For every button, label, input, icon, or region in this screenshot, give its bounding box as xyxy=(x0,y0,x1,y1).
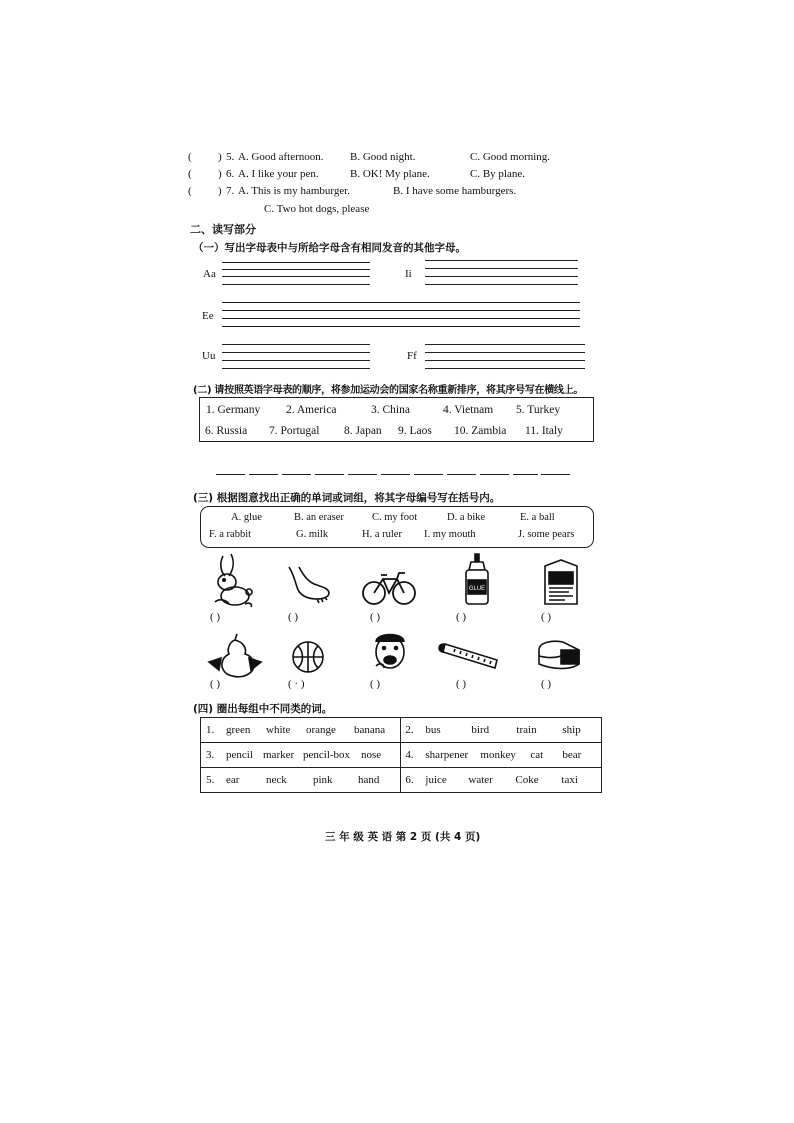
answer-blank[interactable] xyxy=(348,474,377,475)
picture-answer-paren[interactable]: ( ) xyxy=(541,678,552,690)
group-word[interactable]: pencil xyxy=(226,749,253,761)
word-option: G. milk xyxy=(296,529,329,540)
rabbit-icon xyxy=(205,552,257,608)
group-word[interactable]: ear xyxy=(226,774,240,786)
answer-blank[interactable] xyxy=(381,474,410,475)
milk-carton-icon xyxy=(541,556,581,608)
option-a: A. I like your pen. xyxy=(238,168,319,180)
word-option: F. a rabbit xyxy=(209,529,252,540)
glue-bottle-icon xyxy=(459,552,495,608)
section-title: 二、读写部分 xyxy=(190,223,256,236)
option-b: B. I have some hamburgers. xyxy=(393,185,517,197)
group-word[interactable]: Coke xyxy=(515,774,539,786)
option-a: A. This is my hamburger. xyxy=(238,185,351,197)
odd-one-out-table xyxy=(200,717,602,793)
question-number: 5. xyxy=(226,151,235,163)
answer-blank[interactable] xyxy=(315,474,344,475)
answer-blank[interactable] xyxy=(249,474,278,475)
question-number: 7. xyxy=(226,185,235,197)
foot-icon xyxy=(283,563,335,607)
group-word[interactable]: green xyxy=(226,724,251,736)
group-number: 3. xyxy=(206,749,215,761)
group-number: 1. xyxy=(206,724,215,736)
pears-icon xyxy=(205,632,265,678)
writing-lines-ii[interactable] xyxy=(425,260,578,290)
answer-paren-open[interactable]: ( xyxy=(188,185,192,197)
part3-title: (三) 根据图意找出正确的单词或词组，将其字母编号写在括号内。 xyxy=(193,492,501,504)
word-option: A. glue xyxy=(231,512,262,523)
word-group xyxy=(401,743,602,768)
ball-icon xyxy=(291,640,325,674)
picture-answer-paren[interactable]: ( ) xyxy=(210,611,221,623)
group-word[interactable]: cat xyxy=(530,749,544,761)
word-group xyxy=(201,718,401,743)
group-word[interactable]: monkey xyxy=(480,749,516,761)
country-item: 4. Vietnam xyxy=(443,404,494,416)
answer-blank[interactable] xyxy=(414,474,443,475)
group-word[interactable]: bird xyxy=(471,724,490,736)
group-word[interactable]: sharpener xyxy=(425,749,469,761)
group-word[interactable]: taxi xyxy=(561,774,578,786)
country-item: 5. Turkey xyxy=(516,404,561,416)
answer-paren-close: ) xyxy=(218,151,222,163)
picture-answer-paren[interactable]: ( ) xyxy=(370,611,381,623)
answer-paren-open[interactable]: ( xyxy=(188,151,192,163)
part2-title: (二) 请按照英语字母表的顺序，将参加运动会的国家名称重新排序，将其序号写在横线上。 xyxy=(193,385,584,396)
answer-paren-close: ) xyxy=(218,168,222,180)
picture-answer-paren[interactable]: ( ) xyxy=(288,611,299,623)
group-word[interactable]: white xyxy=(266,724,291,736)
word-group xyxy=(401,768,602,793)
option-a: A. Good afternoon. xyxy=(238,151,324,163)
word-option: C. my foot xyxy=(372,512,418,523)
option-c: C. Good morning. xyxy=(470,151,551,163)
country-item: 8. Japan xyxy=(344,425,382,437)
writing-lines-aa[interactable] xyxy=(222,262,370,292)
group-word[interactable]: water xyxy=(468,774,493,786)
picture-answer-paren[interactable]: ( ) xyxy=(541,611,552,623)
group-number: 6. xyxy=(405,774,414,786)
country-item: 9. Laos xyxy=(398,425,432,437)
answer-blank[interactable] xyxy=(513,474,538,475)
country-item: 6. Russia xyxy=(205,425,248,437)
letter-ff: Ff xyxy=(407,350,417,362)
writing-lines-ee[interactable] xyxy=(222,302,580,330)
answer-blank[interactable] xyxy=(447,474,476,475)
country-item: 1. Germany xyxy=(206,404,261,416)
group-number: 5. xyxy=(206,774,215,786)
group-word[interactable]: nose xyxy=(361,749,382,761)
picture-answer-paren[interactable]: ( ) xyxy=(210,678,221,690)
answer-blank[interactable] xyxy=(282,474,311,475)
option-c: C. By plane. xyxy=(470,168,525,180)
group-word[interactable]: hand xyxy=(358,774,380,786)
part4-title: (四) 圈出每组中不同类的词。 xyxy=(193,703,333,715)
country-item: 3. China xyxy=(371,404,410,416)
part1-title: （一）写出字母表中与所给字母含有相同发音的其他字母。 xyxy=(193,242,466,254)
word-group xyxy=(401,718,602,743)
ruler-thermometer-icon xyxy=(437,640,501,672)
mouth-face-icon xyxy=(370,628,410,674)
group-number: 4. xyxy=(405,749,414,761)
letter-uu: Uu xyxy=(202,350,216,362)
country-item: 10. Zambia xyxy=(454,425,507,437)
group-word[interactable]: bear xyxy=(562,749,582,761)
eraser-sharpener-icon xyxy=(533,636,585,674)
question-number: 6. xyxy=(226,168,235,180)
word-option: B. an eraser xyxy=(294,512,344,523)
group-word[interactable]: pink xyxy=(313,774,333,786)
word-group xyxy=(201,743,401,768)
option-b: B. OK! My plane. xyxy=(350,168,430,180)
group-word[interactable]: ship xyxy=(562,724,581,736)
word-group xyxy=(201,768,401,793)
writing-lines-ff[interactable] xyxy=(425,344,585,372)
word-option: E. a ball xyxy=(520,512,555,523)
word-option: I. my mouth xyxy=(424,529,476,540)
country-item: 2. America xyxy=(286,404,337,416)
word-option: J. some pears xyxy=(518,529,575,540)
group-word[interactable]: orange xyxy=(306,724,336,736)
picture-answer-paren[interactable]: ( · ) xyxy=(288,678,305,690)
group-word[interactable]: train xyxy=(516,724,537,736)
group-word[interactable]: banana xyxy=(354,724,386,736)
answer-blank[interactable] xyxy=(216,474,245,475)
word-option: D. a bike xyxy=(447,512,486,523)
group-word[interactable]: juice xyxy=(425,774,447,786)
group-word[interactable]: pencil-box xyxy=(303,749,351,761)
answer-paren-open[interactable]: ( xyxy=(188,168,192,180)
option-c: C. Two hot dogs, please xyxy=(264,203,370,215)
country-item: 11. Italy xyxy=(525,425,563,437)
letter-ii: Ii xyxy=(405,268,412,280)
glue-label: GLUE xyxy=(468,586,486,592)
letter-aa: Aa xyxy=(203,268,216,280)
group-word[interactable]: bus xyxy=(425,724,441,736)
country-item: 7. Portugal xyxy=(269,425,320,437)
group-word[interactable]: marker xyxy=(263,749,295,761)
picture-answer-paren[interactable]: ( ) xyxy=(370,678,381,690)
bike-icon xyxy=(361,565,417,607)
answer-blank[interactable] xyxy=(480,474,509,475)
picture-answer-paren[interactable]: ( ) xyxy=(456,611,467,623)
letter-ee: Ee xyxy=(202,310,214,322)
picture-answer-paren[interactable]: ( ) xyxy=(456,678,467,690)
page-footer: 三 年 级 英 语 第 2 页 (共 4 页) xyxy=(325,831,481,843)
option-b: B. Good night. xyxy=(350,151,416,163)
group-number: 2. xyxy=(405,724,414,736)
group-word[interactable]: neck xyxy=(266,774,287,786)
word-option: H. a ruler xyxy=(362,529,402,540)
writing-lines-uu[interactable] xyxy=(222,344,370,372)
answer-paren-close: ) xyxy=(218,185,222,197)
answer-blank[interactable] xyxy=(541,474,570,475)
